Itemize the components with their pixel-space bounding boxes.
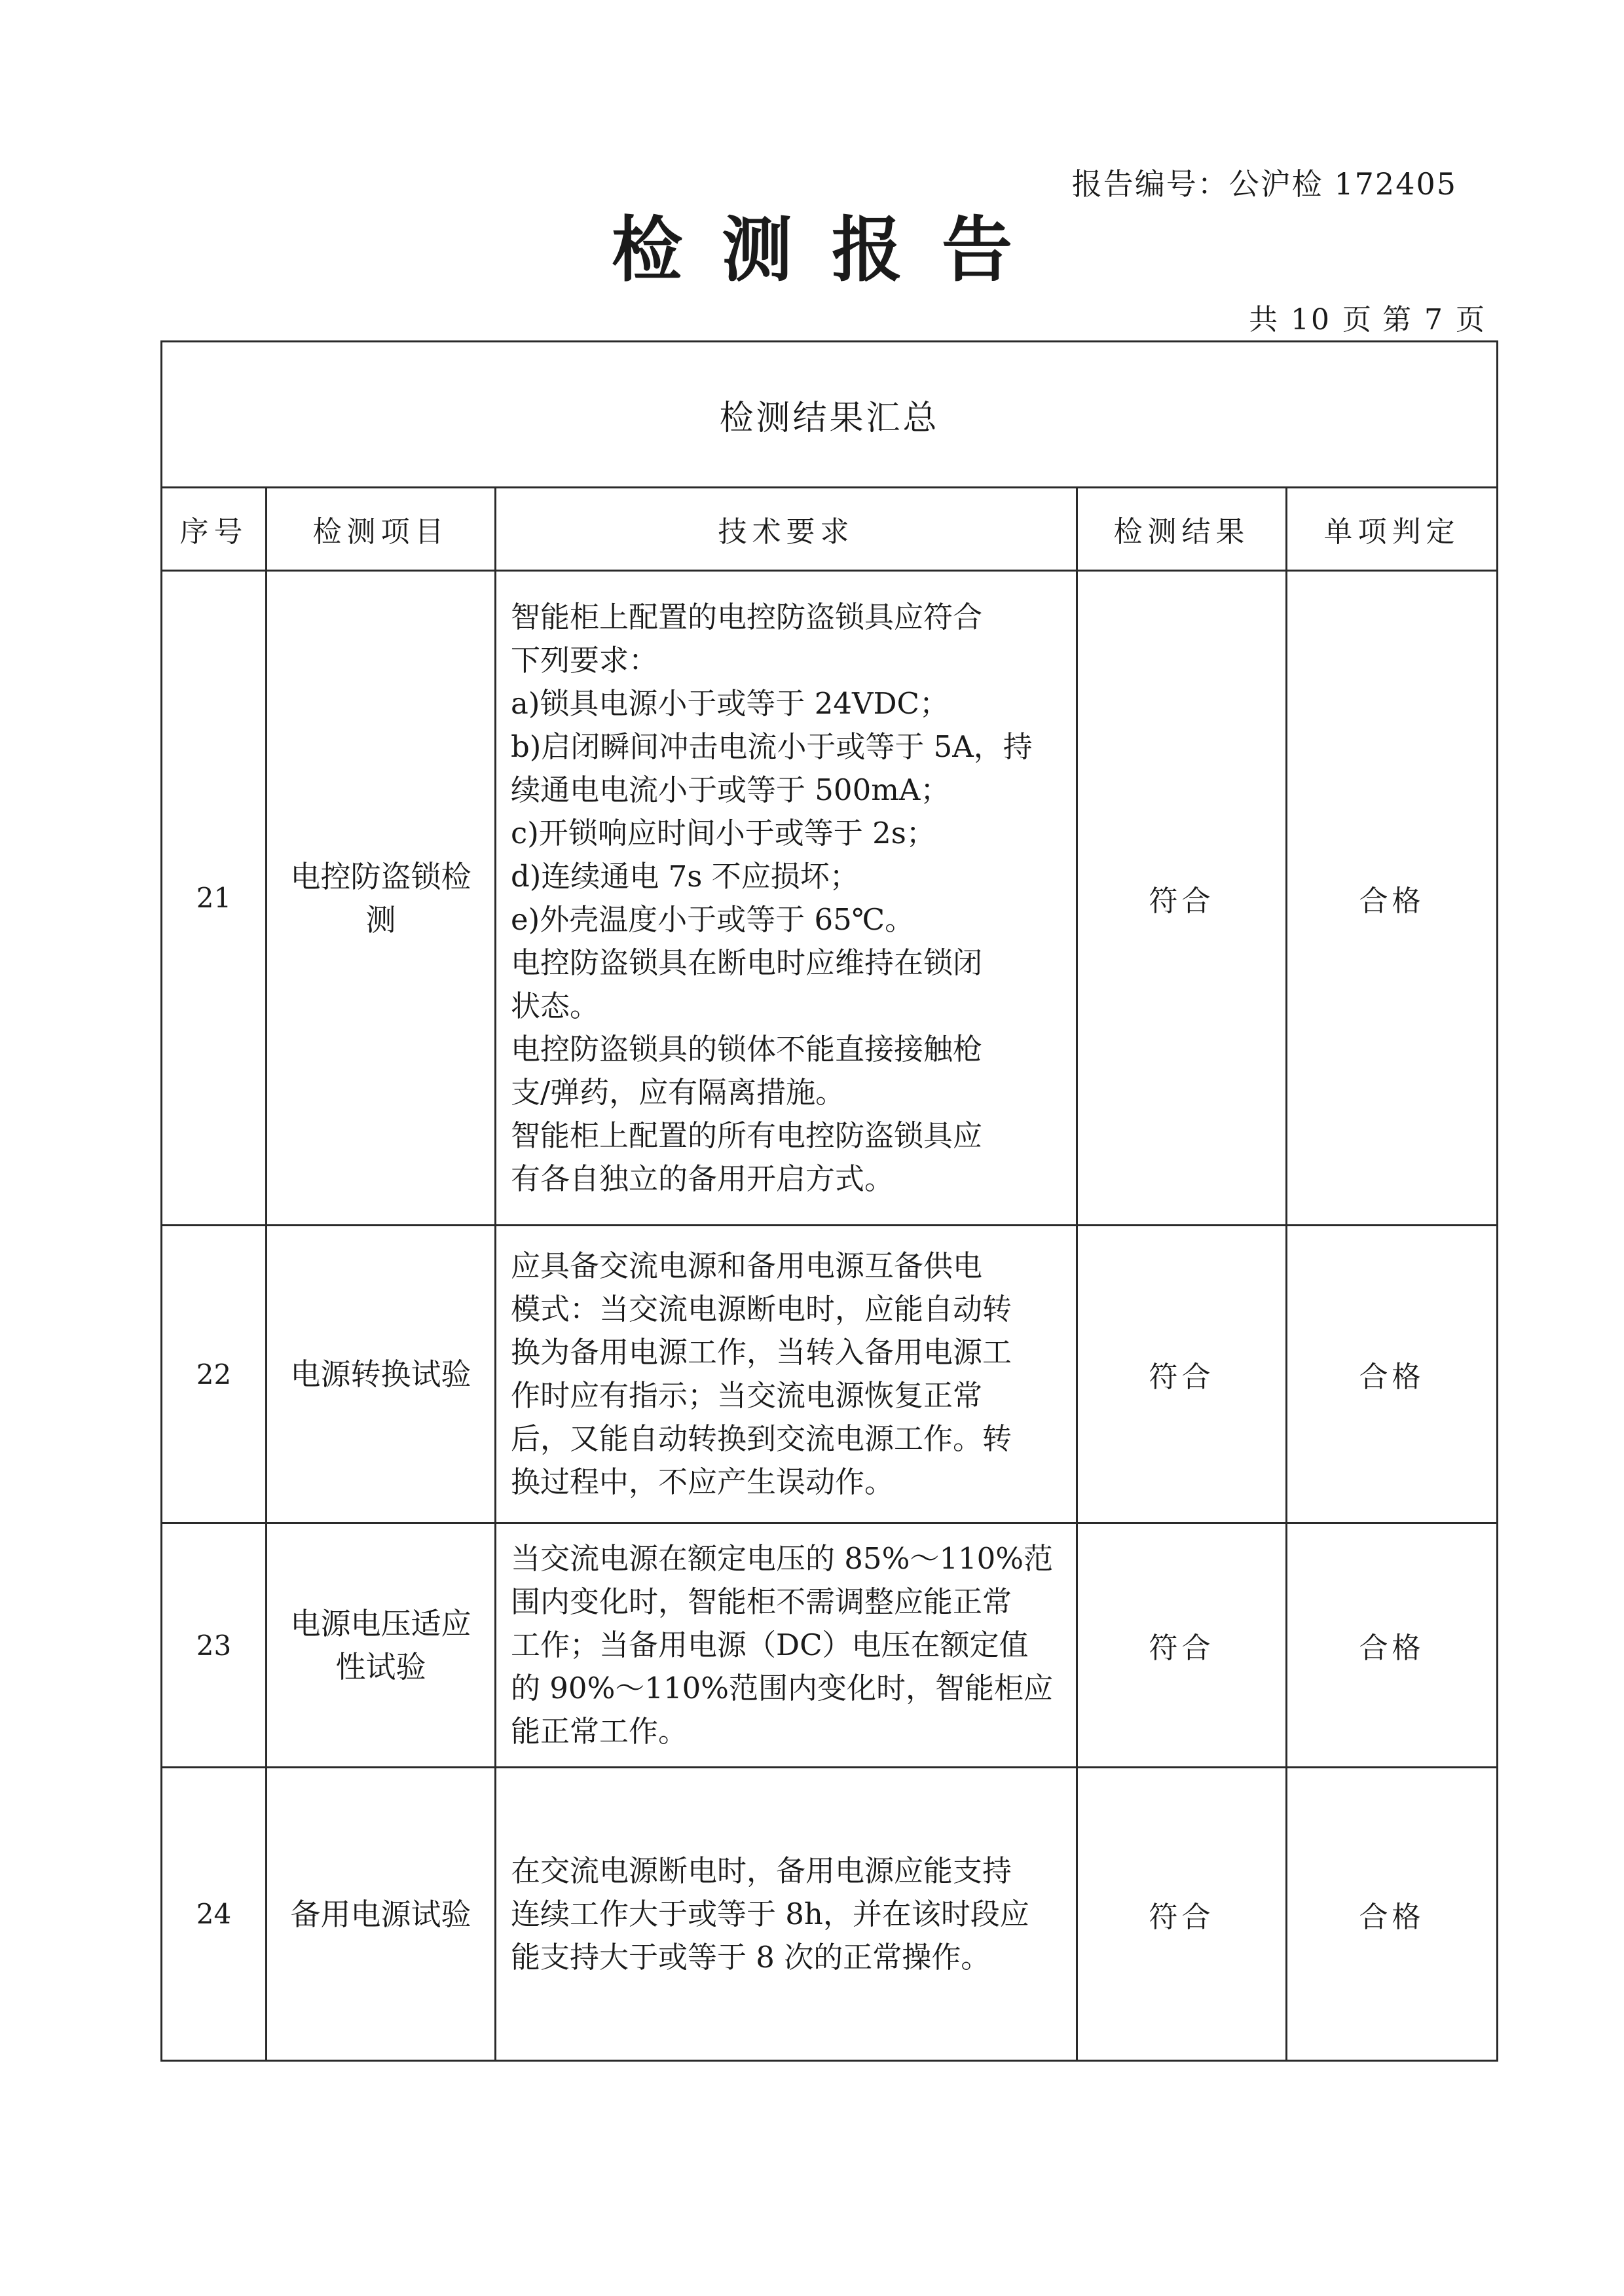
requirement-line: 的 90%～110%范围内变化时，智能柜应: [511, 1671, 1053, 1705]
row-item: [267, 1226, 496, 1523]
requirement-line: 电控防盗锁具的锁体不能直接接触枪: [511, 1031, 983, 1066]
row-item: [267, 1768, 496, 2061]
requirement-line: 在交流电源断电时，备用电源应能支持: [511, 1853, 1012, 1888]
requirement-line: 电控防盗锁具在断电时应维持在锁闭: [511, 945, 983, 980]
requirement-line: 能支持大于或等于 8 次的正常操作。: [511, 1939, 991, 1975]
title-char: 检: [611, 210, 682, 291]
column-header-item: 检测项目: [267, 488, 496, 571]
requirement-line: 能正常工作。: [511, 1714, 688, 1749]
summary-row: [162, 342, 1498, 488]
row-result: 符合: [1077, 1523, 1287, 1768]
row-item: [267, 1523, 496, 1768]
row-verdict: 合格: [1287, 1523, 1498, 1768]
page-total: 共 10 页: [1249, 303, 1374, 337]
row-verdict: 合格: [1287, 571, 1498, 1226]
row-seq: 23: [162, 1523, 267, 1768]
requirement-line: 智能柜上配置的电控防盗锁具应符合: [511, 599, 983, 634]
requirement-line: c)开锁响应时间小于或等于 2s；: [511, 815, 936, 850]
requirement-line: 连续工作大于或等于 8h，并在该时段应: [511, 1896, 1029, 1931]
requirement-line: 作时应有指示；当交流电源恢复正常: [511, 1378, 983, 1413]
item-line: 电控防盗锁检: [290, 858, 471, 894]
table-row: [162, 1523, 1498, 1768]
requirement-line: 当交流电源在额定电压的 85%～110%范: [511, 1541, 1053, 1576]
item-line: 性试验: [335, 1649, 426, 1685]
row-verdict: 合格: [1287, 1226, 1498, 1523]
table-row: [162, 1226, 1498, 1523]
requirement-line: 围内变化时，智能柜不需调整应能正常: [511, 1584, 1012, 1619]
item-line: 测: [365, 902, 396, 938]
results-table: [160, 340, 1498, 2062]
requirement-line: a)锁具电源小于或等于 24VDC；: [511, 685, 949, 721]
item-line: 电源转换试验: [290, 1357, 471, 1392]
requirement-line: 换过程中，不应产生误动作。: [511, 1465, 895, 1499]
requirement-line: 工作；当备用电源（DC）电压在额定值: [511, 1628, 1029, 1662]
table-row: [162, 1768, 1498, 2061]
requirement-line: 换为备用电源工作，当转入备用电源工: [511, 1335, 1012, 1370]
item-line: 电源电压适应: [290, 1606, 471, 1641]
row-seq: 22: [162, 1226, 267, 1523]
title-char: 告: [942, 210, 1013, 291]
header-row: [162, 488, 1498, 571]
row-requirement: [496, 571, 1077, 1226]
item-line: 备用电源试验: [290, 1896, 471, 1932]
requirement-line: 下列要求：: [511, 642, 659, 678]
document-title: [0, 208, 1624, 293]
row-result: 符合: [1077, 571, 1287, 1226]
row-item: [267, 571, 496, 1226]
title-char: 测: [721, 210, 792, 291]
row-result: 符合: [1077, 1768, 1287, 2061]
row-seq: 24: [162, 1768, 267, 2061]
requirement-line: 后，又能自动转换到交流电源工作。转: [511, 1421, 1012, 1456]
table-row: [162, 571, 1498, 1226]
title-char: 报: [832, 210, 903, 291]
column-header-result: 检测结果: [1077, 488, 1287, 571]
row-requirement: [496, 1768, 1077, 2061]
row-requirement: [496, 1226, 1077, 1523]
row-result: 符合: [1077, 1226, 1287, 1523]
report-number: 报告编号：公沪检 172405: [1071, 166, 1457, 202]
requirement-line: 续通电电流小于或等于 500mA；: [511, 772, 950, 807]
requirement-line: 模式：当交流电源断电时，应能自动转: [511, 1292, 1012, 1326]
requirement-line: 支/弹药，应有隔离措施。: [511, 1074, 845, 1110]
summary-title: 检测结果汇总: [162, 342, 1498, 488]
column-header-requirement: 技术要求: [496, 488, 1077, 571]
requirement-line: 状态。: [511, 988, 600, 1023]
page-info: [1249, 296, 1486, 338]
requirement-line: 有各自独立的备用开启方式。: [511, 1161, 895, 1196]
row-seq: 21: [162, 571, 267, 1226]
requirement-line: d)连续通电 7s 不应损坏；: [511, 858, 859, 894]
row-verdict: 合格: [1287, 1768, 1498, 2061]
requirement-line: 智能柜上配置的所有电控防盗锁具应: [511, 1118, 983, 1153]
column-header-verdict: 单项判定: [1287, 488, 1498, 571]
requirement-line: b)启闭瞬间冲击电流小于或等于 5A，持: [511, 729, 1033, 764]
column-header-seq: 序号: [162, 488, 267, 571]
page-current: 第 7 页: [1382, 303, 1486, 337]
row-requirement: [496, 1523, 1077, 1768]
requirement-line: 应具备交流电源和备用电源互备供电: [511, 1248, 983, 1283]
requirement-line: e)外壳温度小于或等于 65℃。: [511, 902, 915, 937]
